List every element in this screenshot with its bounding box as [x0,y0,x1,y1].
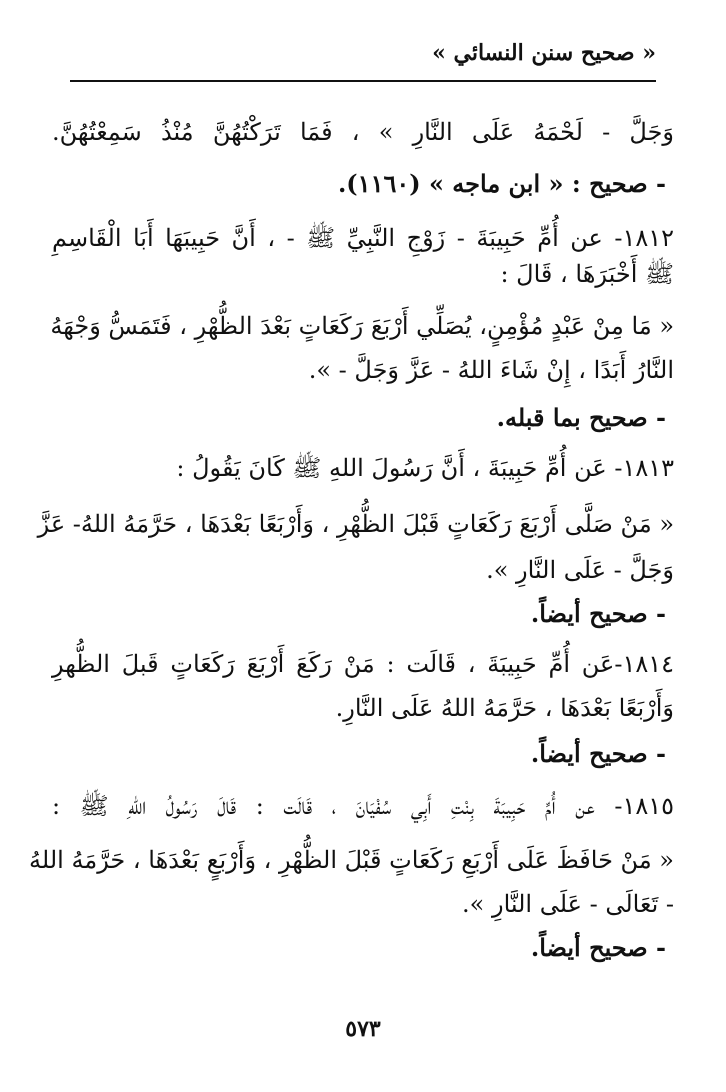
hadith-number-line: ١٨١٣- عَن أُمِّ حَبِيبَةَ ، أَنَّ رَسُولَ اللهِ ﷺ كَانَ يَقُولُ : [176,454,674,482]
hadith-number-line: ١٨١٤-عَن أُمِّ حَبِيبَةَ ، قَالَت : مَنْ رَكَعَ أَرْبَعَ رَكَعَاتٍ قَبلَ الظُّهرِ [52,650,674,678]
text-line: وَجَلَّ - لَحْمَهُ عَلَى النَّارِ » ، فَمَا تَرَكْتُهُنَّ مُنْذُ سَمِعْتُهُنَّ. [52,118,674,146]
grade-line: - صحيح أيضاً. [530,933,666,962]
grade-line: - صحيح : « ابن ماجه » (١١٦٠). [337,169,666,198]
header-rule [70,80,656,82]
grade-line: - صحيح بما قبله. [496,403,666,432]
text-line: « مَا مِنْ عَبْدٍ مُؤْمِنٍ، يُصَلِّي أَرْبَعَ رَكَعَاتٍ بَعْدَ الظُّهْرِ ، فَتَمَسُّ وَجْهَهُ [50,312,674,340]
text-line: وَأَرْبَعًا بَعْدَهَا ، حَرَّمَهُ اللهُ عَلَى النَّارِ. [335,694,674,722]
text-line: ﷺ أَخْبَرَهَا ، قَالَ : [500,260,674,288]
hadith-number-line: ١٨١٥- عن أُمِّ حَبِيبَةَ بِنْتِ أَبِي سُفْيَانَ ، قَالَت : قَالَ رَسُولُ اللهِ ﷺ : [52,792,674,820]
text-line: النَّارُ أَبَدًا ، إِنْ شَاءَ اللهُ - عَزَّ وَجَلَّ - ». [308,356,674,384]
text-line: - تَعَالَى - عَلَى النَّارِ ». [462,890,674,918]
text-line: وَجَلَّ - عَلَى النَّارِ ». [486,556,674,584]
running-header-title: « صحيح سنن النسائي » [432,40,656,66]
grade-line: - صحيح أيضاً. [530,739,666,768]
hadith-number-line: ١٨١٢- عن أُمِّ حَبِيبَةَ - زَوْجِ النَّبِيِّ ﷺ - ، أَنَّ حَبِيبَهَا أَبَا الْقَاسِمِ [52,224,674,252]
page-number: ٥٧٣ [345,1016,381,1042]
text-line: « مَنْ حَافَظَ عَلَى أَرْبَعِ رَكَعَاتٍ قَبْلَ الظُّهْرِ ، وَأَرْبَعٍ بَعْدَهَا ، حَرَّمَهُ اللهُ [29,846,674,874]
text-line: « مَنْ صَلَّى أَرْبَعَ رَكَعَاتٍ قَبْلَ الظُّهْرِ ، وَأَرْبَعًا بَعْدَهَا ، حَرَّمَهُ اللهُ- عَزَّ [37,510,674,538]
grade-line: - صحيح أيضاً. [530,599,666,628]
